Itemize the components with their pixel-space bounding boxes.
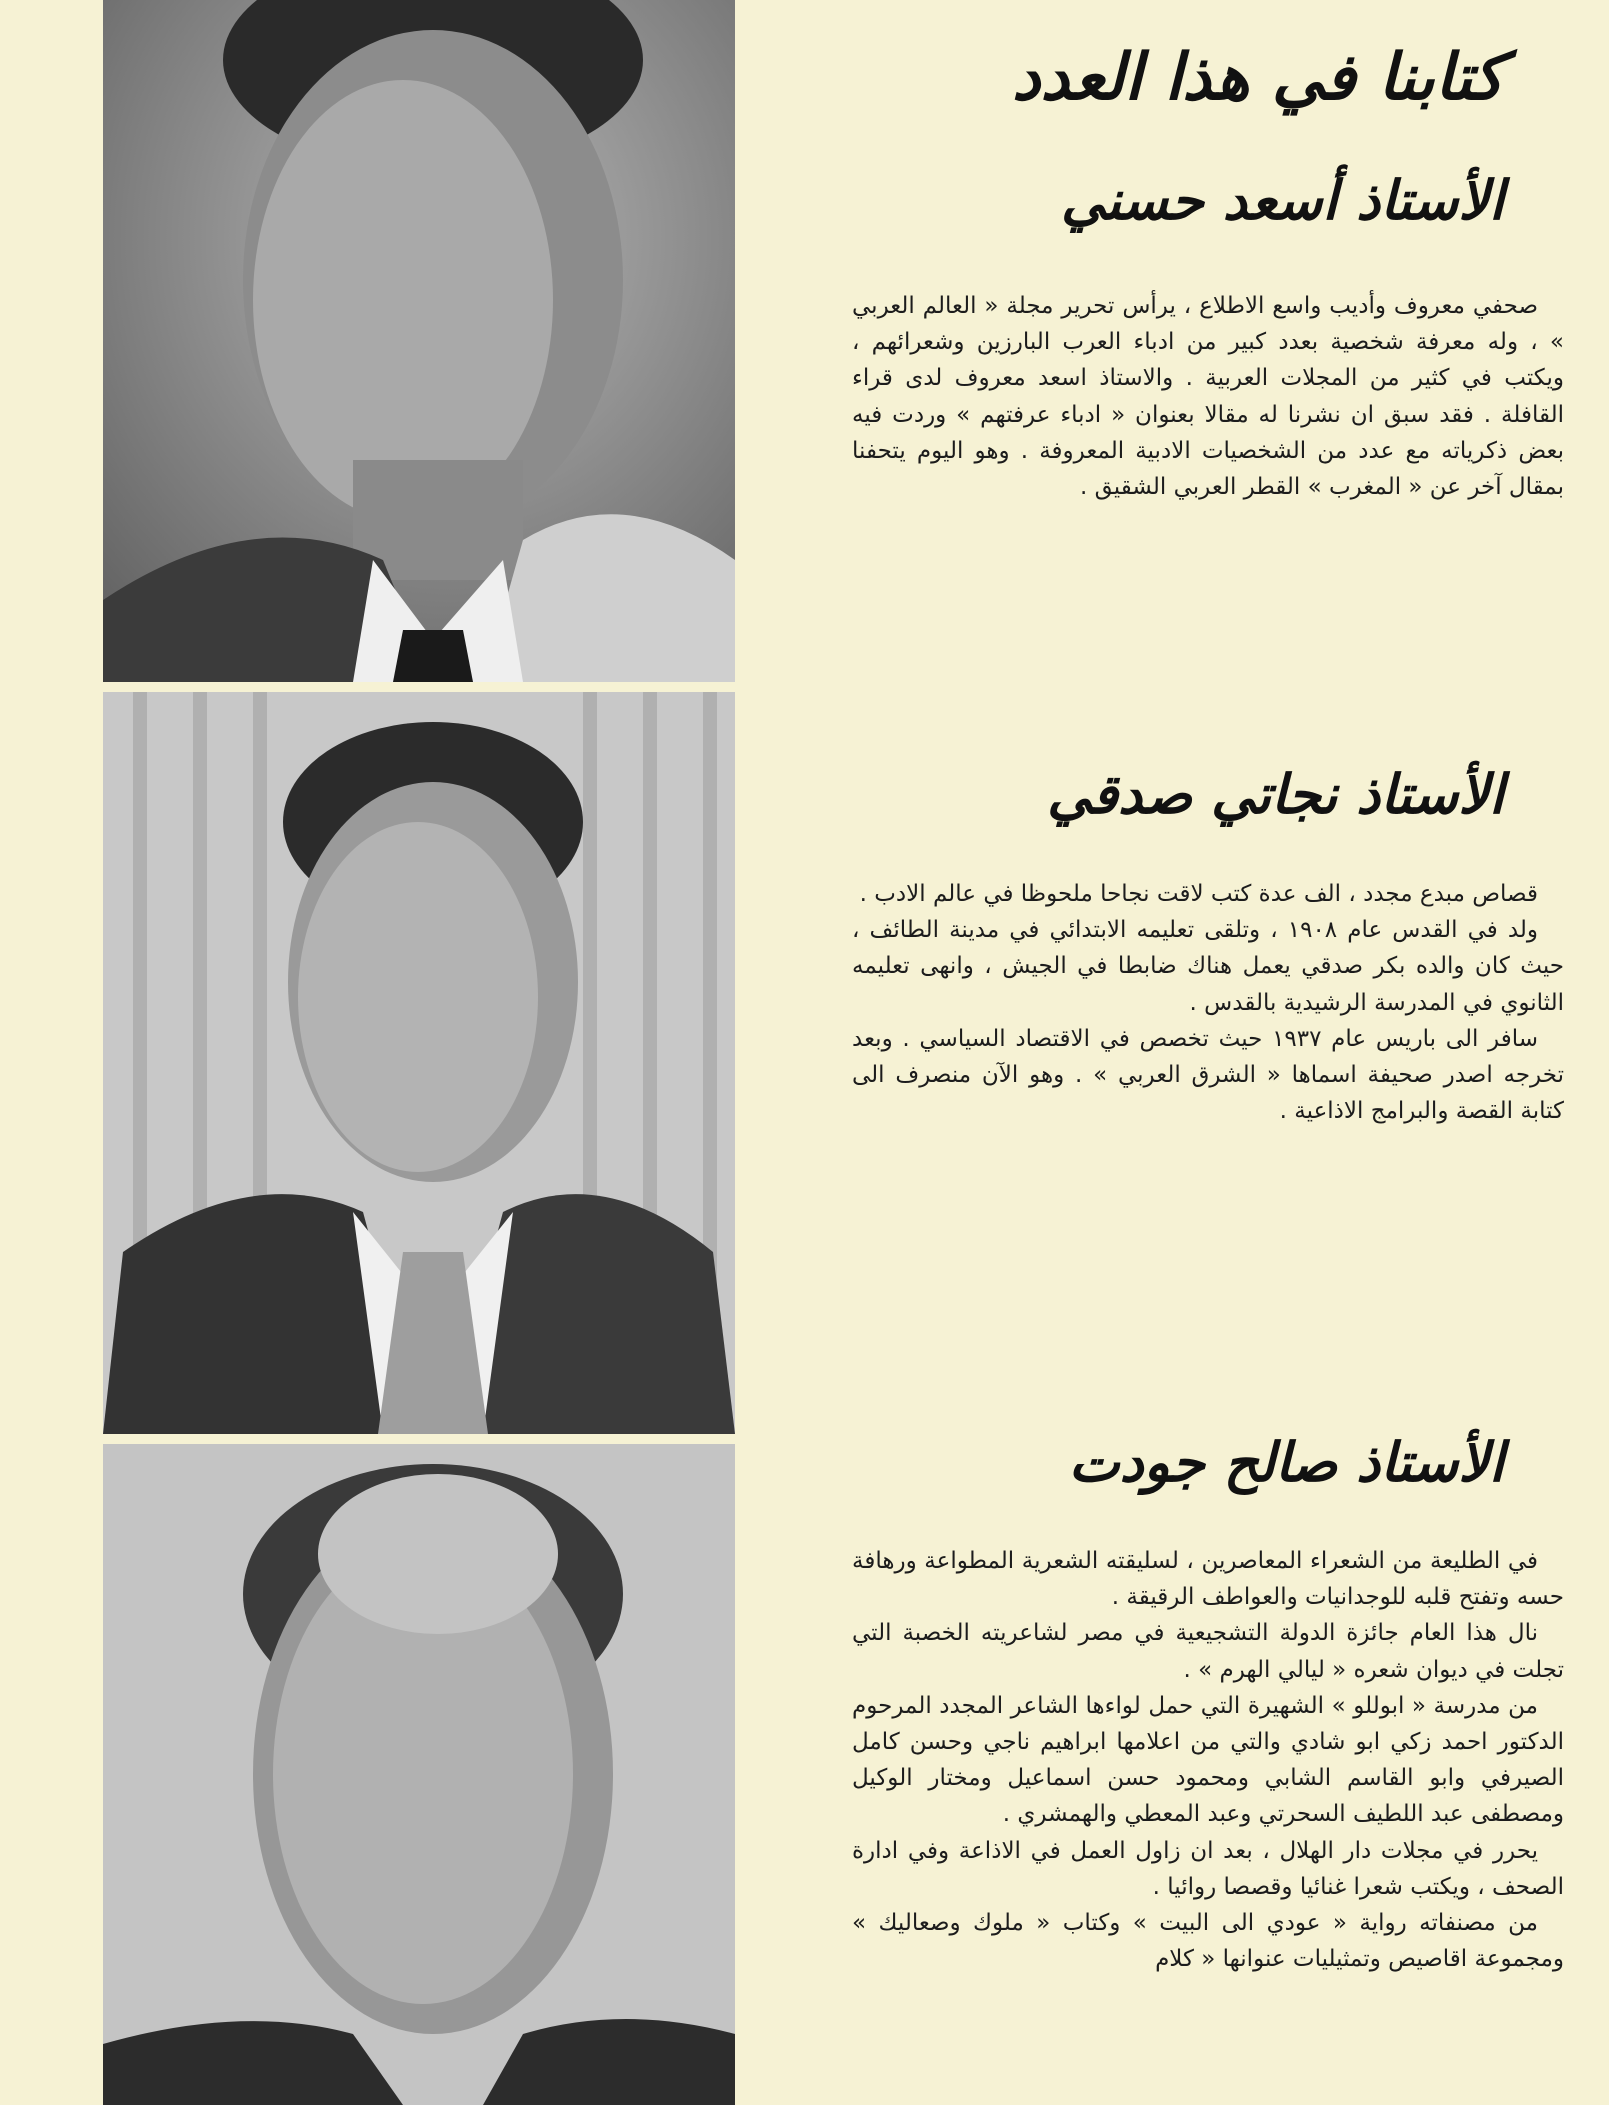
author-name: الأستاذ نجاتي صدقي [1047, 762, 1504, 826]
author-name: الأستاذ صالح جودت [1068, 1430, 1504, 1494]
bio-paragraph: من مصنفاته رواية « عودي الى البيت » وكتاب « ملوك وصعاليك » ومجموعة اقاصيص وتمثيليات عنوانها « كلام [852, 1910, 1564, 1973]
bio-paragraph: سافر الى باريس عام ١٩٣٧ حيث تخصص في الاقتصاد السياسي . وبعد تخرجه اصدر صحيفة اسماها « الشرق العربي » . وهو الآن منصرف الى كتابة القصة والبرامج الاذاعية . [852, 1025, 1564, 1125]
bio-paragraph: صحفي معروف وأديب واسع الاطلاع ، يرأس تحرير مجلة « العالم العربي » ، وله معرفة شخصية بعدد كبير من ادباء العرب البارزين وشعرائهم ، ويكتب في كثير من المجلات العربية . والاستاذ اسعد معروف لدى قراء القافلة . فقد سبق ان نشرنا له مقالا بعنوان « ادباء عرفتهم » وردت فيه بعض ذكرياته مع عدد من الشخصيات الادبية المعروفة . وهو اليوم يتحفنا بمقال آخر عن « المغرب » القطر العربي الشقيق . [852, 293, 1564, 501]
author-photo-najati-sidqi [103, 692, 735, 1434]
author-bio [852, 876, 1564, 1129]
bio-paragraph: من مدرسة « ابوللو » الشهيرة التي حمل لواءها الشاعر المجدد المرحوم الدكتور احمد زكي ابو شادي والتي من اعلامها ابراهيم ناجي وحسن كامل الصيرفي وابو القاسم الشابي ومحمود حسن اسماعيل ومختار الوكيل ومصطفى عبد اللطيف السحرتي وعبد المعطي والهمشري . [852, 1692, 1564, 1828]
author-photo-asaad-husni [103, 0, 735, 682]
author-photo-saleh-gawdat [103, 1444, 735, 2105]
bio-paragraph: في الطليعة من الشعراء المعاصرين ، لسليقته الشعرية المطواعة ورهافة حسه وتفتح قلبه للوجدانيات والعواطف الرقيقة . [852, 1548, 1564, 1611]
bio-paragraph: يحرر في مجلات دار الهلال ، بعد ان زاول العمل في الاذاعة وفي ادارة الصحف ، ويكتب شعرا غنائيا وقصصا روائيا . [852, 1837, 1564, 1900]
author-name: الأستاذ أسعد حسني [1061, 168, 1504, 232]
bio-paragraph: نال هذا العام جائزة الدولة التشجيعية في مصر لشاعريته الخصبة التي تجلت في ديوان شعره « ليالي الهرم » . [852, 1620, 1564, 1683]
bio-paragraph: قصاص مبدع مجدد ، الف عدة كتب لاقت نجاحا ملحوظا في عالم الادب . [859, 881, 1538, 907]
author-bio [852, 1543, 1564, 1977]
author-bio [852, 288, 1564, 505]
bio-paragraph: ولد في القدس عام ١٩٠٨ ، وتلقى تعليمه الابتدائي في مدينة الطائف ، حيث كان والده بكر صدقي يعمل هناك ضابطا في الجيش ، وانهى تعليمه الثانوي في المدرسة الرشيدية بالقدس . [852, 917, 1564, 1016]
page-title: كتابنا في هذا العدد [1011, 40, 1504, 115]
